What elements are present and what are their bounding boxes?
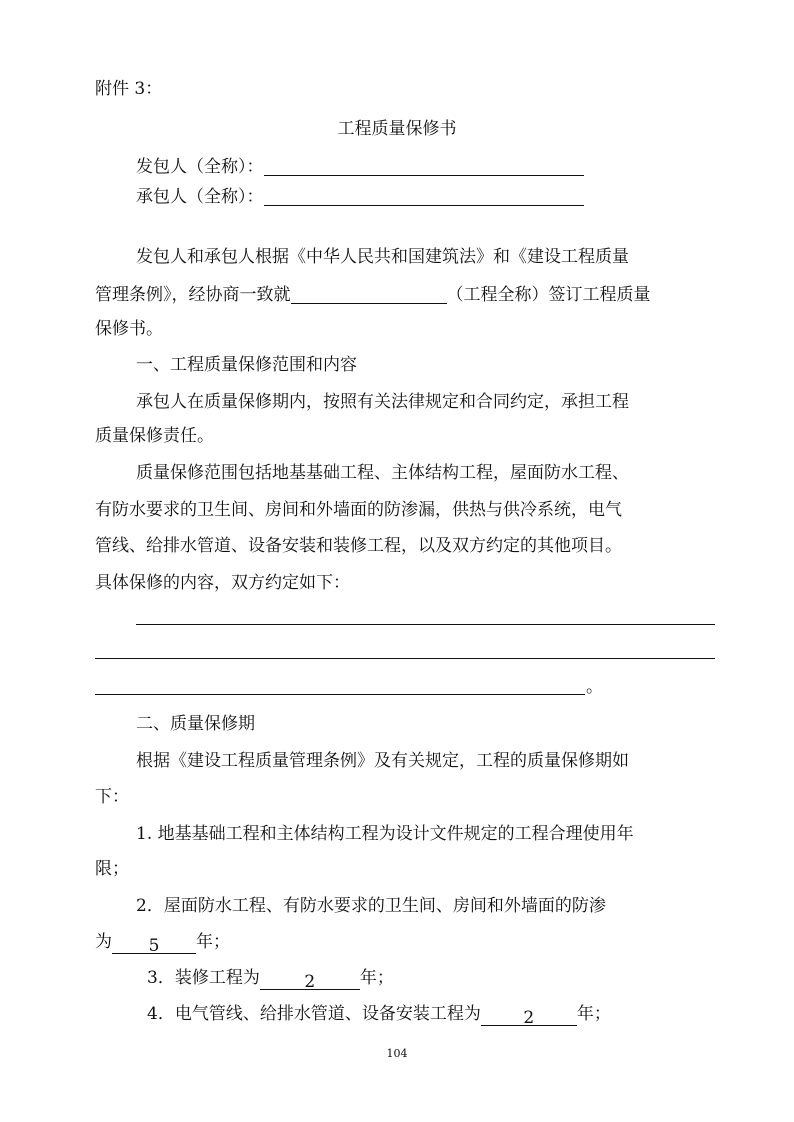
employer-label: 发包人（全称）：: [136, 157, 264, 177]
item-1-line-1: 1. 地基基础工程和主体结构工程为设计文件规定的工程合理使用年: [136, 824, 634, 844]
employer-name-field[interactable]: [264, 157, 584, 176]
section-1-p1-line-1: 承包人在质量保修期内，按照有关法律规定和合同约定，承担工程: [136, 392, 629, 412]
item-3-prefix: 3．装修工程为: [147, 968, 260, 988]
contractor-label: 承包人（全称）：: [136, 187, 264, 207]
item-2-prefix: 为: [95, 932, 112, 952]
section-1-p1-line-2: 质量保修责任。: [95, 426, 214, 446]
attachment-label: 附件 3：: [95, 79, 163, 99]
employer-row: [136, 156, 584, 178]
document-title: 工程质量保修书: [337, 119, 457, 139]
item-1-line-2: 限；: [95, 859, 129, 879]
section-2-p1-line-2: 下：: [95, 787, 129, 807]
item-2-suffix: 年；: [196, 932, 230, 952]
section-1-p2-line-2: 有防水要求的卫生间、房间和外墙面的防渗漏，供热与供冷系统，电气: [95, 500, 622, 520]
intro-line-3: 保修书。: [95, 319, 163, 339]
section-1-p2-line-3: 管线、给排水管道、设备安装和装修工程，以及双方约定的其他项目。: [95, 536, 622, 556]
item-3-years-field[interactable]: 2: [260, 971, 360, 990]
intro-line-2-end: （工程全称）签订工程质量: [446, 285, 651, 305]
project-name-field[interactable]: [291, 285, 447, 304]
item-2-line-2: [95, 931, 230, 954]
intro-line-2: [95, 284, 651, 306]
item-2-years-field[interactable]: 5: [112, 935, 196, 954]
item-4-suffix: 年；: [576, 1004, 611, 1024]
intro-line-1: 发包人和承包人根据《中华人民共和国建筑法》和《建设工程质量: [136, 247, 629, 267]
content-blank-line-2[interactable]: [95, 658, 715, 659]
contractor-row: [136, 186, 584, 208]
item-4-years-field[interactable]: 2: [481, 1007, 577, 1026]
item-3-line: [147, 967, 394, 990]
item-4-prefix: 4．电气管线、给排水管道、设备安装工程为: [147, 1004, 481, 1024]
section-1-p2-line-4: 具体保修的内容，双方约定如下：: [95, 573, 350, 593]
content-blank-line-1[interactable]: [136, 624, 715, 625]
content-end-mark: 。: [586, 677, 603, 697]
item-2-line-1: 2．屋面防水工程、有防水要求的卫生间、房间和外墙面的防渗: [136, 896, 606, 916]
contractor-name-field[interactable]: [264, 187, 584, 206]
item-4-line: [147, 1003, 611, 1026]
section-1-p2-line-1: 质量保修范围包括地基基础工程、主体结构工程，屋面防水工程、: [136, 463, 629, 483]
section-2-heading: 二、质量保修期: [136, 714, 255, 734]
section-2-p1-line-1: 根据《建设工程质量管理条例》及有关规定，工程的质量保修期如: [136, 751, 629, 771]
page-number: 104: [386, 1047, 408, 1060]
section-1-heading: 一、工程质量保修范围和内容: [136, 355, 357, 375]
intro-line-2-start: 管理条例》，经协商一致就: [95, 285, 291, 305]
item-3-suffix: 年；: [359, 968, 394, 988]
content-blank-line-3[interactable]: [95, 694, 585, 695]
